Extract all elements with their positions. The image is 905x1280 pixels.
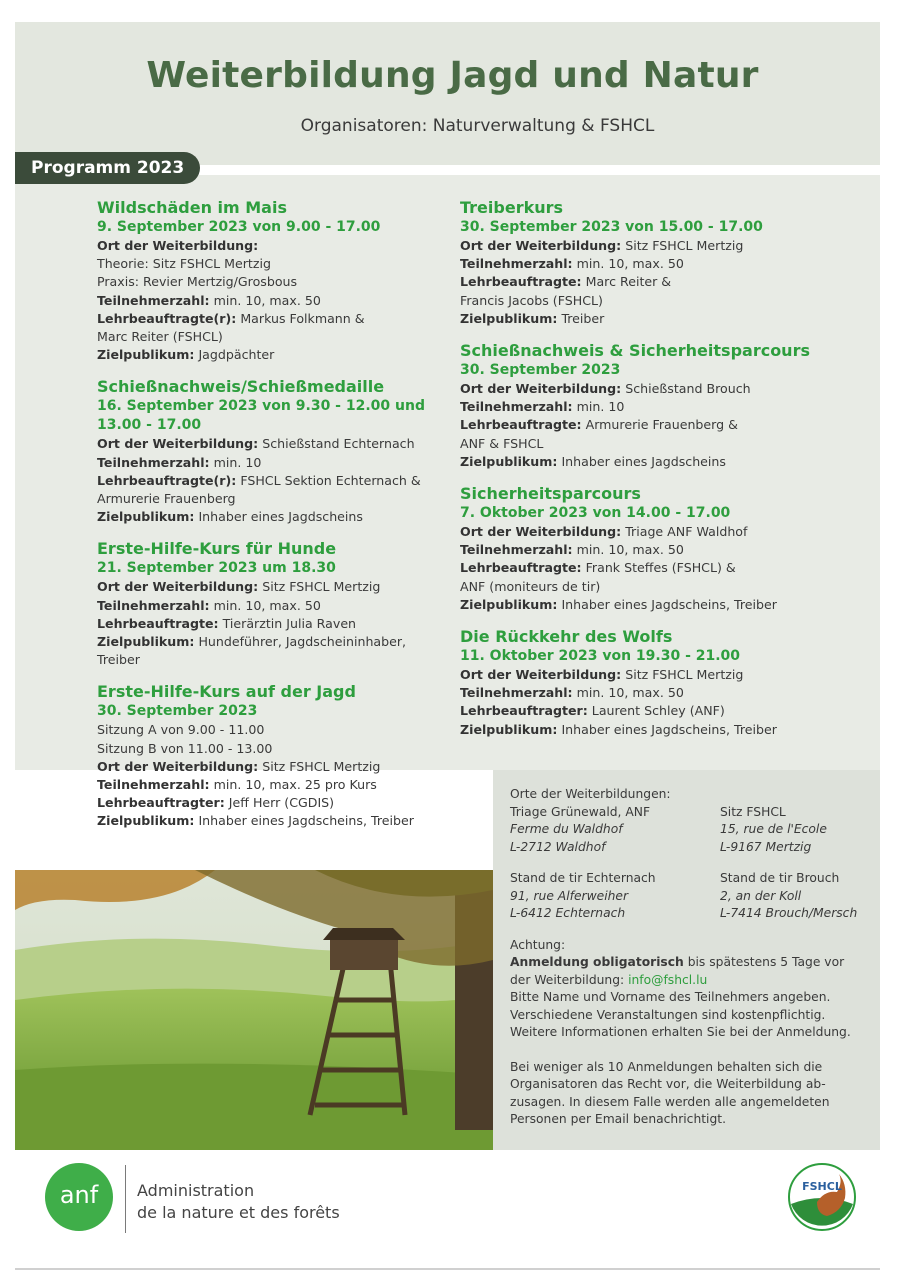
event-block [97,377,447,526]
footer-rule [15,1268,880,1270]
event-detail-text: Marc Reiter & [581,274,672,290]
event-detail-text: Francis Jacobs (FSHCL) [460,292,603,308]
event-title: Wildschäden im Mais [97,198,287,217]
event-detail-line [97,328,447,346]
event-date: 30. September 2023 [460,362,621,379]
event-title: Erste-Hilfe-Kurs für Hunde [97,539,337,559]
event-detail-line [97,292,447,310]
event-detail-label: Zielpublikum: [460,453,558,469]
event-detail-line [460,541,880,559]
event-detail-label: Zielpublikum: [97,813,195,829]
event-detail-text: Jeff Herr (CGDIS) [224,795,335,811]
event-detail-label: Teilnehmerzahl: [460,256,573,272]
event-detail-line [460,684,880,702]
event-detail-text: min. 10, max. 25 pro Kurs [209,777,377,793]
event-detail-line [97,508,447,526]
hunting-stand-photo [15,870,493,1150]
event-date: 21. September 2023 um 18.30 [97,560,336,577]
event-date: 16. September 2023 von 9.30 - 12.00 und [97,398,425,415]
event-detail-line [460,523,880,541]
attention-label: Achtung: [510,937,566,952]
event-detail-text: Marc Reiter (FSHCL) [97,329,223,345]
event-detail-text: Inhaber eines Jagdscheins, Treiber [557,721,777,737]
event-detail-text: min. 10, max. 50 [572,542,684,558]
location-entry [510,804,720,857]
event-detail-text: min. 10, max. 50 [209,292,321,308]
event-detail-line [460,292,880,310]
event-detail-text: Triage ANF Waldhof [621,524,748,540]
event-date: 13.00 - 17.00 [97,417,202,434]
event-detail-line [97,597,447,615]
locations-grid [510,804,875,923]
event-title: Erste-Hilfe-Kurs auf der Jagd [97,682,356,702]
event-detail-text: Treiber [557,310,605,326]
registration-rest: bis spätestens 5 Tage vor [683,955,845,969]
registration-bold: Anmeldung obligatorisch [510,955,684,969]
event-detail-label: Lehrbeauftragte: [97,615,219,631]
event-detail-line [97,812,447,830]
event-detail-label: Zielpublikum: [97,634,195,650]
event-detail-line [97,578,447,596]
location-name: Sitz FSHCL [720,804,786,819]
note-line: Bitte Name und Vorname des Teilnehmers angeben. [510,990,831,1004]
event-detail-label: Teilnehmerzahl: [460,542,573,558]
event-detail-label: Lehrbeauftragte(r): [97,472,237,488]
anf-logo-text: anf [59,1181,99,1209]
location-street: 15, rue de l'Ecole [720,822,827,836]
administration-name [137,1180,340,1224]
event-detail-text: Sitz FSHCL Mertzig [621,667,744,683]
event-detail-line [460,398,880,416]
event-detail-label: Lehrbeauftragte: [460,274,582,290]
location-street: 2, an der Koll [720,888,802,903]
event-detail-label: Ort der Weiterbildung: [460,381,622,397]
event-detail-line [460,578,880,596]
email-link[interactable]: info@fshcl.lu [628,972,708,987]
event-block [97,682,447,830]
location-entry [720,870,870,923]
event-detail-line [97,310,447,328]
event-detail-text: Sitzung A von 9.00 - 11.00 [97,722,265,738]
event-detail-line [460,559,880,577]
location-name: Triage Grünewald, ANF [510,804,651,819]
location-entry [510,870,720,923]
event-detail-text: Inhaber eines Jagdscheins, Treiber [194,813,414,829]
event-detail-line [97,758,447,776]
event-detail-line [97,454,447,472]
event-date: 11. Oktober 2023 von 19.30 - 21.00 [460,648,741,665]
event-detail-text: Armurerie Frauenberg [97,491,236,507]
page-subtitle: Organisatoren: Naturverwaltung & FSHCL [300,116,655,136]
event-detail-line [97,633,447,651]
locations-heading: Orte der Weiterbildungen: [510,787,671,801]
event-detail-text: Sitz FSHCL Mertzig [258,579,381,595]
event-detail-text: min. 10 [572,399,625,415]
event-detail-label: Lehrbeauftragte(r): [97,310,237,326]
event-detail-text: Armurerie Frauenberg & [581,417,738,433]
final-note-line: Organisatoren das Recht vor, die Weiterbildung ab- [510,1077,826,1091]
info-box [493,770,880,1150]
event-detail-line [460,255,880,273]
event-block [460,627,880,739]
event-detail-label: Ort der Weiterbildung: [460,524,622,540]
location-street: 91, rue Alferweiher [510,888,629,903]
event-detail-label: Zielpublikum: [97,509,195,525]
event-title: Sicherheitsparcours [460,484,641,504]
fshcl-logo [787,1162,857,1232]
anf-logo [45,1163,113,1231]
event-detail-label: Ort der Weiterbildung: [460,238,622,253]
event-detail-text: min. 10, max. 50 [209,597,321,613]
event-detail-text: Jagdpächter [194,347,275,363]
event-detail-line [460,435,880,453]
event-detail-text: min. 10 [209,454,262,470]
event-detail-label: Teilnehmerzahl: [97,777,210,793]
info-content [510,786,875,1129]
fshcl-logo-text: FSHCL [802,1180,842,1193]
event-detail-label: Lehrbeauftragter: [460,703,588,719]
event-block [97,539,447,669]
event-detail-label: Ort der Weiterbildung: [97,436,259,452]
location-street: Ferme du Waldhof [510,822,623,836]
event-detail-label: Lehrbeauftragter: [97,795,225,811]
event-detail-line [460,380,880,398]
event-detail-label: Lehrbeauftragte: [460,417,582,433]
footer-divider [125,1165,126,1233]
event-detail-label: Zielpublikum: [460,721,558,737]
event-title: Treiberkurs [460,198,564,217]
event-detail-label: Zielpublikum: [460,596,558,612]
event-title: Schießnachweis/Schießmedaille [97,377,385,397]
event-detail-text: Frank Steffes (FSHCL) & [581,560,736,576]
event-detail-text: Schießstand Brouch [621,381,751,397]
event-detail-text: Sitz FSHCL Mertzig [258,758,381,774]
location-city: L-2712 Waldhof [510,839,606,854]
right-event-column [460,198,880,752]
event-detail-label: Teilnehmerzahl: [97,292,210,308]
event-detail-line [97,651,447,669]
event-detail-line [97,721,447,739]
event-detail-line [97,255,447,273]
event-detail-text: Praxis: Revier Mertzig/Grosbous [97,274,298,290]
event-detail-label: Ort der Weiterbildung: [97,579,259,595]
event-detail-text: min. 10, max. 50 [572,256,684,272]
event-detail-line [460,596,880,614]
event-detail-text: Theorie: Sitz FSHCL Mertzig [97,256,271,272]
event-detail-line [97,435,447,453]
location-city: L-6412 Echternach [510,906,626,920]
event-detail-line [97,615,447,633]
final-note-line: Personen per Email benachrichtigt. [510,1112,727,1126]
event-detail-text: Markus Folkmann & [236,310,365,326]
note-line: Verschiedene Veranstaltungen sind kostenpflichtig. [510,1007,826,1022]
admin-line-2: de la nature et des forêts [137,1203,340,1222]
admin-line-1: Administration [137,1181,255,1200]
event-block [97,198,447,364]
event-detail-text: Sitzung B von 11.00 - 13.00 [97,740,273,756]
event-title: Die Rückkehr des Wolfs [460,627,673,647]
event-detail-text: Schießstand Echternach [258,436,415,452]
event-detail-text: ANF & FSHCL [460,435,544,451]
notes [510,989,875,1042]
event-date: 30. September 2023 [97,703,258,720]
event-detail-label: Ort der Weiterbildung: [460,667,622,683]
location-name: Stand de tir Brouch [720,871,840,885]
event-detail-line [97,237,447,255]
left-event-column [97,198,447,844]
event-detail-line [460,453,880,471]
event-detail-line [97,346,447,364]
event-detail-label: Zielpublikum: [97,347,195,363]
location-name: Stand de tir Echternach [510,871,656,885]
event-detail-text: Inhaber eines Jagdscheins [557,453,726,469]
event-title: Schießnachweis & Sicherheitsparcours [460,341,810,361]
event-detail-text: Inhaber eines Jagdscheins, Treiber [557,596,777,612]
event-detail-line [97,794,447,812]
event-block [460,341,880,471]
event-detail-line [97,273,447,291]
event-detail-line [97,740,447,758]
event-detail-label: Teilnehmerzahl: [97,597,210,613]
final-note [510,1059,875,1129]
event-detail-text: FSHCL Sektion Echternach & [236,472,421,488]
program-tab: Programm 2023 [15,152,200,184]
event-date: 9. September 2023 von 9.00 - 17.00 [97,219,381,235]
event-detail-text: min. 10, max. 50 [572,685,684,701]
event-detail-text: Inhaber eines Jagdscheins [194,509,363,525]
event-detail-line [460,237,880,255]
final-note-line: zusagen. In diesem Falle werden alle angemeldeten [510,1094,830,1109]
registration-line [510,954,875,972]
event-detail-text: Tierärztin Julia Raven [218,615,357,631]
location-city: L-9167 Mertzig [720,839,812,854]
event-detail-text: Treiber [97,652,140,668]
event-date: 30. September 2023 von 15.00 - 17.00 [460,219,763,235]
event-detail-line [97,490,447,508]
event-detail-line [97,776,447,794]
event-detail-label: Ort der Weiterbildung: [97,238,259,253]
location-entry [720,804,870,857]
event-detail-line [460,310,880,328]
page-title: Weiterbildung Jagd und Natur [146,55,759,96]
event-detail-label: Zielpublikum: [460,310,558,326]
event-detail-text: Sitz FSHCL Mertzig [621,238,744,253]
event-detail-line [460,273,880,291]
event-detail-label: Lehrbeauftragte: [460,560,582,576]
event-block [460,484,880,614]
event-detail-text: Laurent Schley (ANF) [587,703,725,719]
event-detail-line [460,702,880,720]
event-detail-line [460,666,880,684]
event-detail-label: Ort der Weiterbildung: [97,758,259,774]
registration-line-2 [510,972,875,990]
event-detail-line [97,472,447,490]
event-detail-label: Teilnehmerzahl: [97,454,210,470]
hunting-stand-illustration [15,870,493,1150]
location-city: L-7414 Brouch/Mersch [720,906,858,920]
note-line: Weitere Informationen erhalten Sie bei der Anmeldung. [510,1025,851,1039]
registration-prefix: der Weiterbildung: [510,972,629,987]
event-detail-text: Hundeführer, Jagdscheininhaber, [194,634,407,650]
final-note-line: Bei weniger als 10 Anmeldungen behalten sich die [510,1059,823,1074]
event-detail-line [460,721,880,739]
event-detail-text: ANF (moniteurs de tir) [460,578,601,594]
fshcl-logo-graphic [787,1162,857,1232]
event-detail-line [460,416,880,434]
event-detail-label: Teilnehmerzahl: [460,399,573,415]
event-date: 7. Oktober 2023 von 14.00 - 17.00 [460,505,731,522]
event-detail-label: Teilnehmerzahl: [460,685,573,701]
event-block [460,198,880,328]
